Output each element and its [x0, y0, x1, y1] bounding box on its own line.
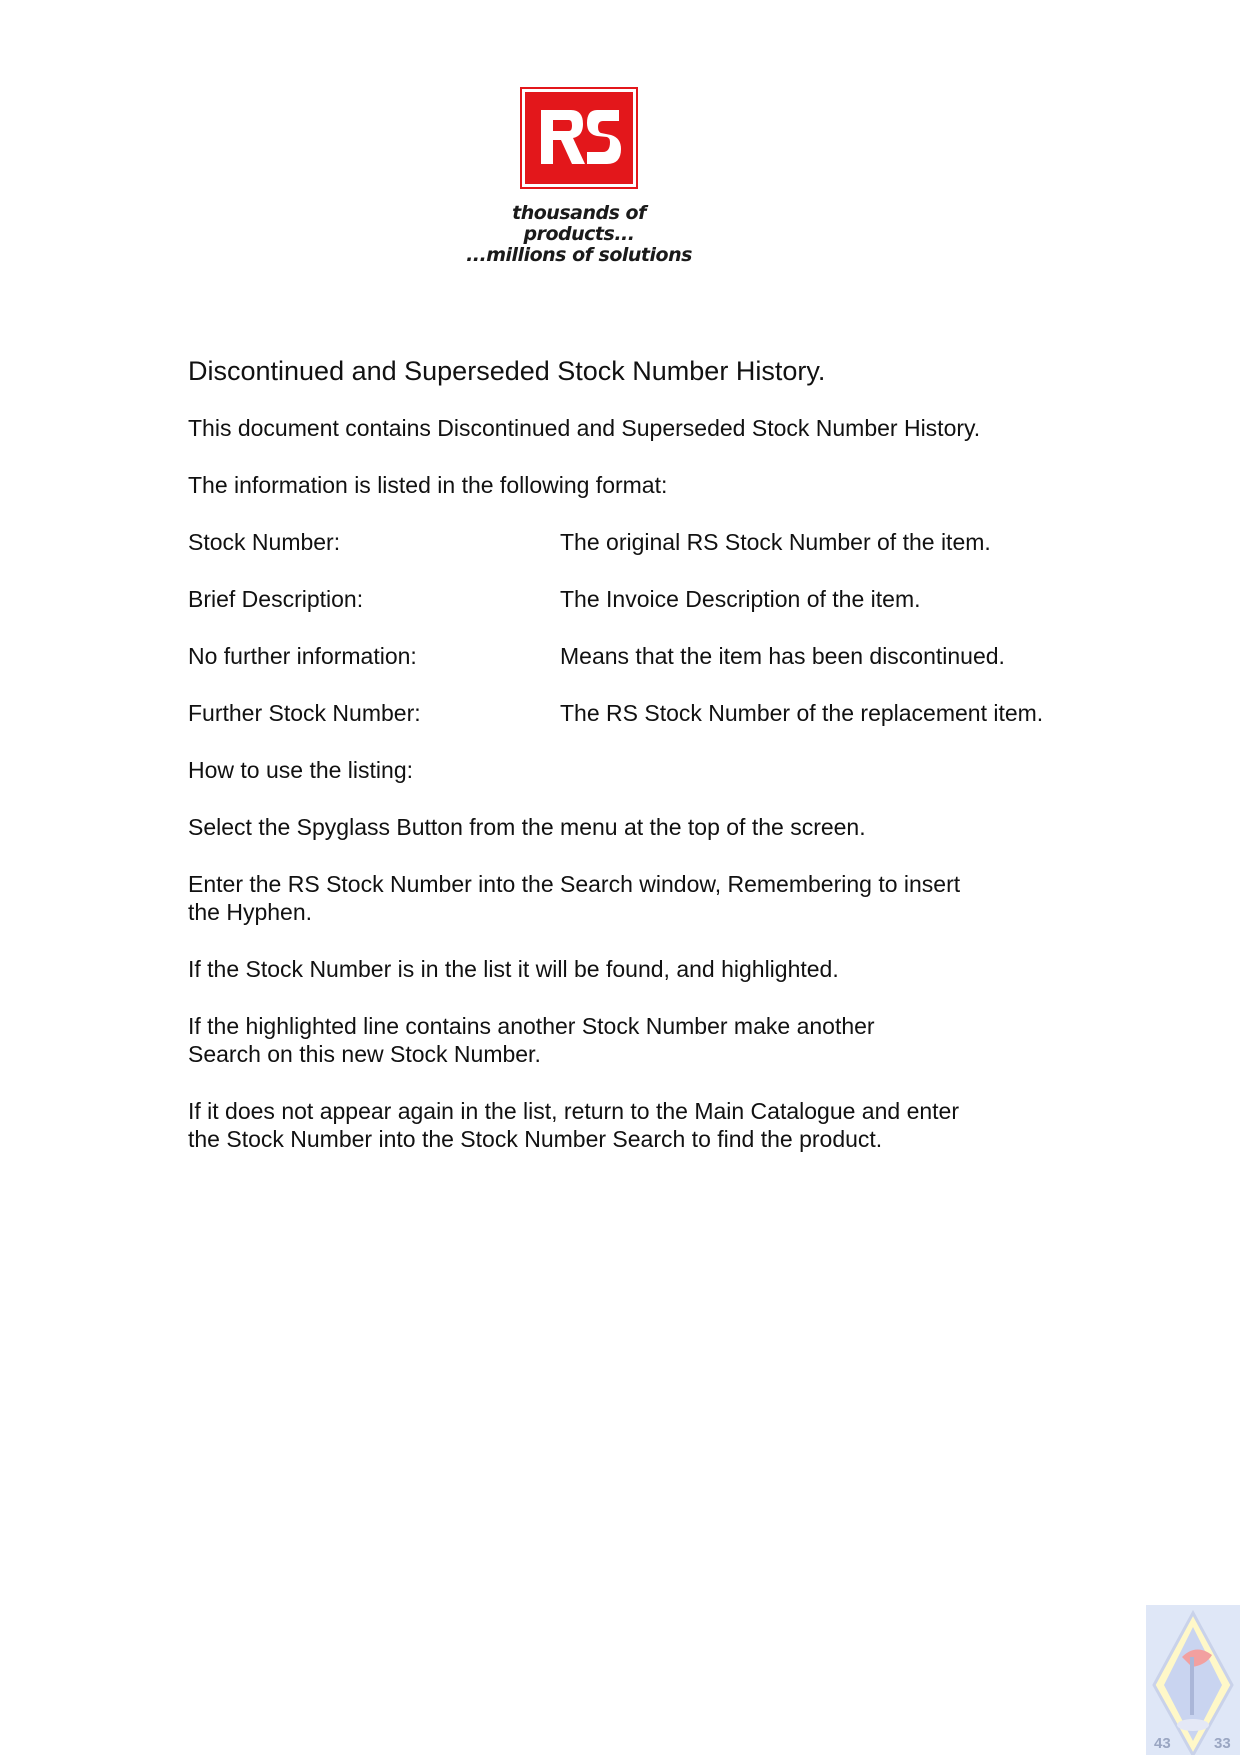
logo-tagline	[454, 203, 704, 266]
page-title: Discontinued and Superseded Stock Number History.	[188, 356, 826, 386]
rs-logo-mark	[525, 92, 633, 184]
corner-watermark	[1146, 1605, 1240, 1755]
tagline-line-1: thousands of products...	[512, 202, 646, 245]
tagline-line-2: ...millions of solutions	[466, 244, 692, 266]
watermark-number-right: 33	[1214, 1735, 1231, 1752]
step-paragraph: If the highlighted line contains another Stock Number make another Search on this new Stock Number.	[188, 1013, 875, 1067]
definition-term: No further information:	[188, 643, 417, 669]
definition-desc: Means that the item has been discontinued.	[560, 643, 1005, 669]
definition-desc: The RS Stock Number of the replacement item.	[560, 700, 1044, 726]
step-paragraph: Select the Spyglass Button from the menu at the top of the screen.	[188, 814, 866, 840]
definition-term: Brief Description:	[188, 586, 364, 612]
definition-row	[188, 528, 1088, 556]
step-paragraph: If the Stock Number is in the list it will be found, and highlighted.	[188, 956, 839, 982]
step-paragraph: If it does not appear again in the list, return to the Main Catalogue and enter the Stock Number into the Stock Number Search to find the product.	[188, 1098, 959, 1152]
definition-row	[188, 585, 1088, 613]
definition-desc: The Invoice Description of the item.	[560, 586, 921, 612]
definition-row	[188, 642, 1088, 670]
definition-term: Further Stock Number:	[188, 700, 421, 726]
step-paragraph: Enter the RS Stock Number into the Search window, Remembering to insert the Hyphen.	[188, 871, 961, 925]
emblem-icon	[1146, 1605, 1240, 1755]
format-intro: The information is listed in the following format:	[188, 472, 668, 498]
howto-heading: How to use the listing:	[188, 757, 414, 783]
rs-letters-icon	[527, 94, 631, 182]
definition-term: Stock Number:	[188, 529, 341, 555]
document-body	[188, 354, 1088, 1182]
rs-logo	[454, 92, 704, 266]
intro-paragraph: This document contains Discontinued and Superseded Stock Number History.	[188, 415, 981, 441]
definition-row	[188, 699, 1088, 727]
watermark-number-left: 43	[1154, 1735, 1171, 1752]
definition-desc: The original RS Stock Number of the item.	[560, 529, 991, 555]
